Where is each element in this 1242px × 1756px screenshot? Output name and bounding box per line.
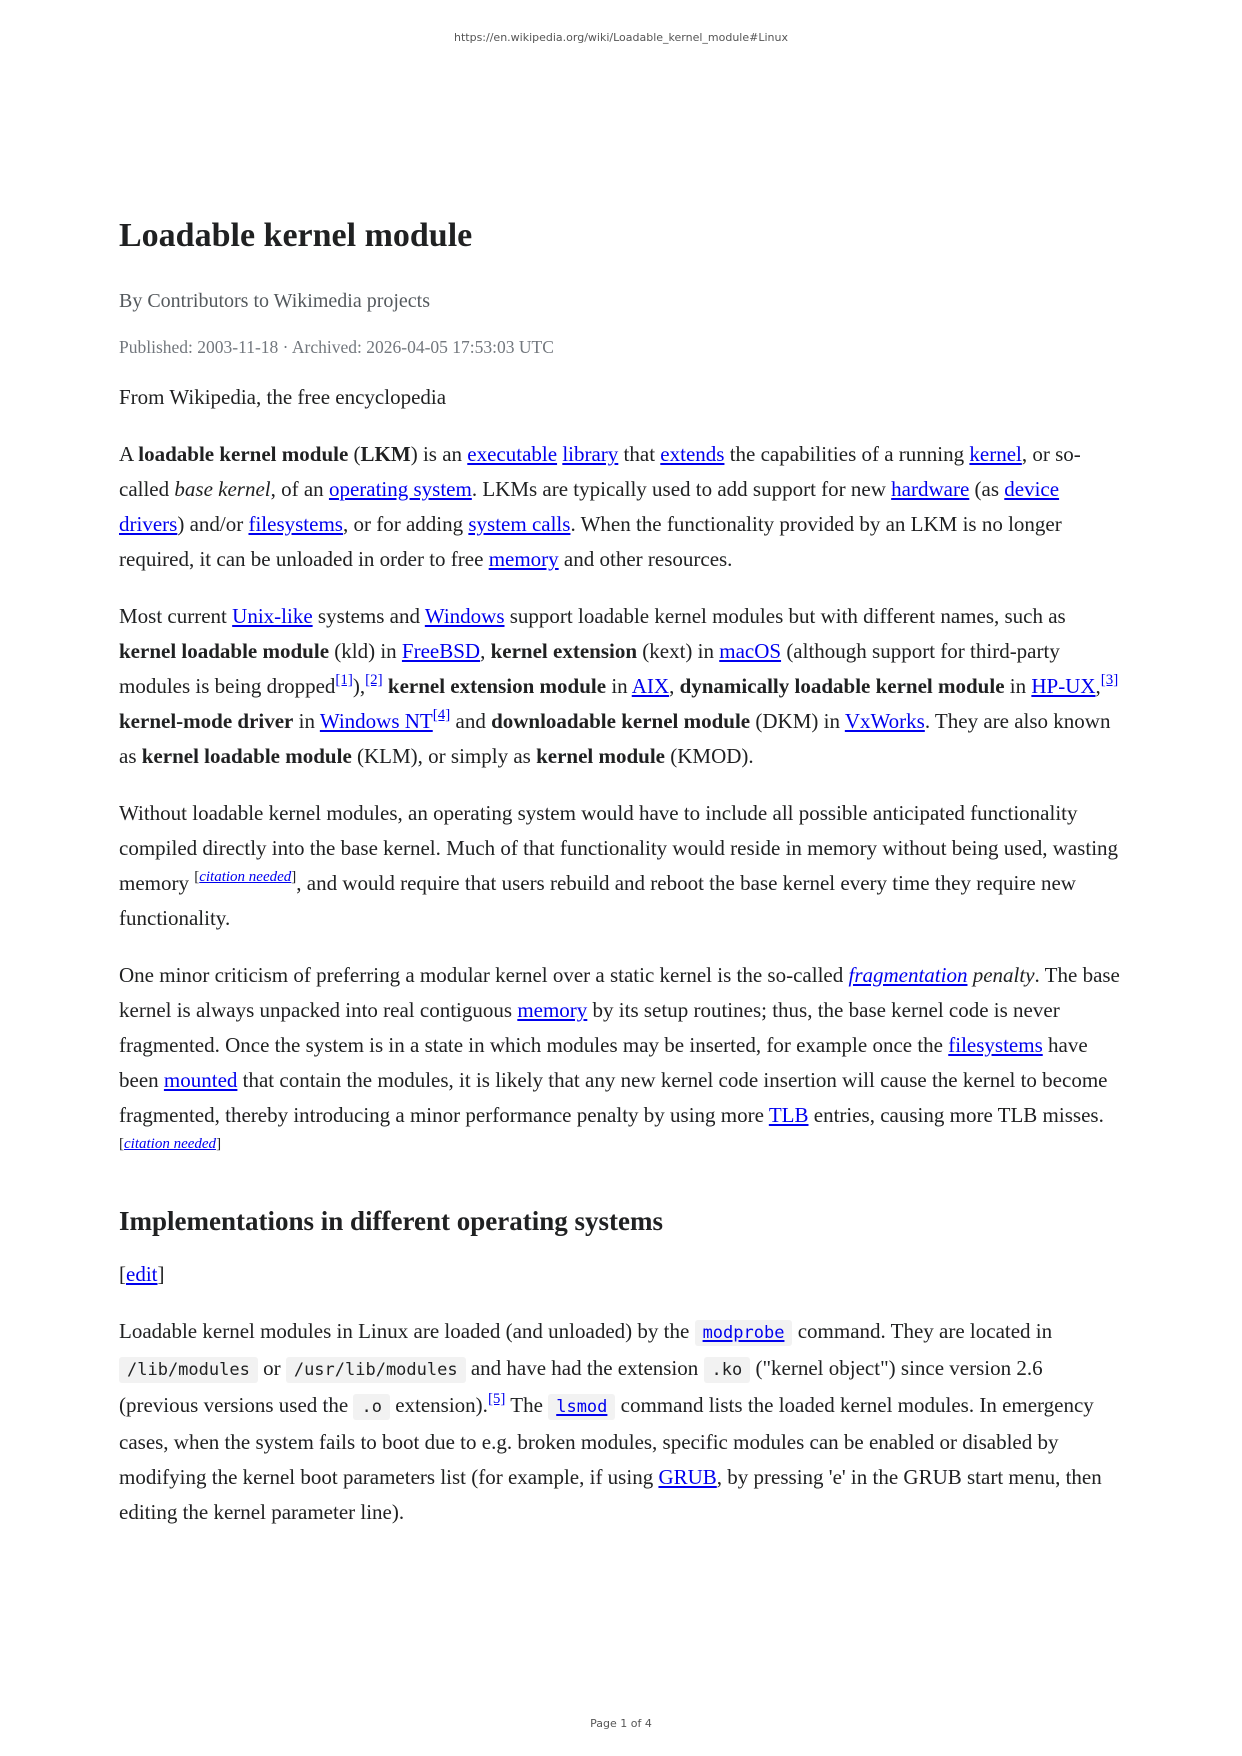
section-heading-implementations: Implementations in different operating systems xyxy=(119,1206,663,1236)
link-system-calls[interactable]: system calls xyxy=(468,512,571,536)
link-mounted[interactable]: mounted xyxy=(163,1068,238,1092)
citation-needed-link-2[interactable]: citation needed xyxy=(124,1136,217,1152)
link-tlb[interactable]: TLB xyxy=(768,1103,809,1127)
link-windows[interactable]: Windows xyxy=(424,604,505,628)
link-aix[interactable]: AIX xyxy=(631,674,670,698)
link-operating-system[interactable]: operating system xyxy=(328,477,472,501)
link-device-drivers[interactable]: device drivers xyxy=(119,477,1060,536)
link-library[interactable]: library xyxy=(562,442,619,466)
link-fragmentation[interactable]: fragmentation xyxy=(848,963,968,987)
link-vxworks[interactable]: VxWorks xyxy=(844,709,925,733)
paragraph-names: Most current Unix-like systems and Windows support loadable kernel modules but with different names, such as kernel loadable module (kld) in FreeBSD, kernel extension (kext) in macOS (although support for third-party modules is being dropped[1]),[2] kernel extension module in AIX, dynamically loadable kernel module in HP-UX,[3] kernel-mode driver in Windows NT[4] and downloadable kernel module (DKM) in VxWorks. They are also known as kernel loadable module (KLM), or simply as kernel module (KMOD). xyxy=(119,604,1119,768)
reference-2[interactable]: [2] xyxy=(365,672,383,688)
edit-link[interactable]: edit xyxy=(126,1262,158,1286)
link-kernel[interactable]: kernel xyxy=(969,442,1022,466)
link-memory[interactable]: memory xyxy=(488,547,559,571)
link-hp-ux[interactable]: HP-UX xyxy=(1031,674,1096,698)
link-windows-nt[interactable]: Windows NT xyxy=(319,709,433,733)
link-grub[interactable]: GRUB xyxy=(658,1465,717,1489)
link-extends[interactable]: extends xyxy=(660,442,725,466)
page-url: https://en.wikipedia.org/wiki/Loadable_kernel_module#Linux xyxy=(454,31,788,44)
link-hardware[interactable]: hardware xyxy=(891,477,970,501)
reference-1[interactable]: [1] xyxy=(335,672,353,688)
paragraph-fragmentation: One minor criticism of preferring a modular kernel over a static kernel is the so-called fragmentation penalty. The base kernel is always unpacked into real contiguous memory by its setup routines; thus, the base kernel code is never fragmented. Once the system is in a state in which modules may be inserted, for example once the filesystems have been mounted that contain the modules, it is likely that any new kernel code insertion will cause the kernel to become fragmented, thereby introducing a minor performance penalty by using more TLB entries, causing more TLB misses.[citation needed] xyxy=(119,963,1120,1152)
code-ko: .ko xyxy=(704,1357,751,1383)
link-memory-2[interactable]: memory xyxy=(517,998,588,1022)
citation-needed-link[interactable]: citation needed xyxy=(199,869,292,885)
code-lib-modules: /lib/modules xyxy=(119,1357,258,1383)
section-edit: [edit] xyxy=(119,1262,165,1286)
paragraph-linux: Loadable kernel modules in Linux are loaded (and unloaded) by the modprobe command. They are located in /lib/modules or /usr/lib/modules and have had the extension .ko ("kernel object") since version 2.6 (previous versions used the .o extension).[5] The lsmod command lists the loaded kernel modules. In emergency cases, when the system fails to boot due to e.g. broken modules, specific modules can be enabled or disabled by modifying the kernel boot parameters list (for example, if using GRUB, by pressing 'e' in the GRUB start menu, then editing the kernel parameter line). xyxy=(119,1319,1102,1524)
article-title: Loadable kernel module xyxy=(119,217,473,254)
article-tagline: From Wikipedia, the free encyclopedia xyxy=(119,385,447,409)
paragraph-without-modules: Without loadable kernel modules, an operating system would have to include all possible anticipated functionality compiled directly into the base kernel. Much of that functionality would reside in memory without being used, wasting memory [citation needed], and would require that users rebuild and reboot the base kernel every time they require new functionality. xyxy=(119,801,1119,930)
link-modprobe[interactable]: modprobe xyxy=(695,1319,793,1343)
link-lsmod[interactable]: lsmod xyxy=(548,1393,615,1417)
reference-4[interactable]: [4] xyxy=(432,707,451,723)
paragraph-intro: A loadable kernel module (LKM) is an executable library that extends the capabilities of a running kernel, or so-called base kernel, of an operating system. LKMs are typically used to add support for new hardware (as device drivers) and/or filesystems, or for adding system calls. When the functionality provided by an LKM is no longer required, it can be unloaded in order to free memory and other resources. xyxy=(119,442,1081,571)
code-usr-lib-modules: /usr/lib/modules xyxy=(286,1357,466,1383)
link-freebsd[interactable]: FreeBSD xyxy=(401,639,481,663)
code-o: .o xyxy=(353,1394,389,1420)
link-filesystems[interactable]: filesystems xyxy=(248,512,343,536)
published-date: Published: 2003-11-18 · Archived: 2026-04-05 17:53:03 UTC xyxy=(119,337,554,357)
byline: By Contributors to Wikimedia projects xyxy=(119,290,431,312)
reference-3[interactable]: [3] xyxy=(1100,672,1119,688)
reference-5[interactable]: [5] xyxy=(487,1391,506,1407)
link-filesystems-2[interactable]: filesystems xyxy=(948,1033,1043,1057)
link-executable[interactable]: executable xyxy=(467,442,558,466)
page-number: Page 1 of 4 xyxy=(590,1717,652,1730)
link-unix-like[interactable]: Unix-like xyxy=(232,604,313,628)
article-body xyxy=(119,212,1125,1530)
link-macos[interactable]: macOS xyxy=(719,639,782,663)
